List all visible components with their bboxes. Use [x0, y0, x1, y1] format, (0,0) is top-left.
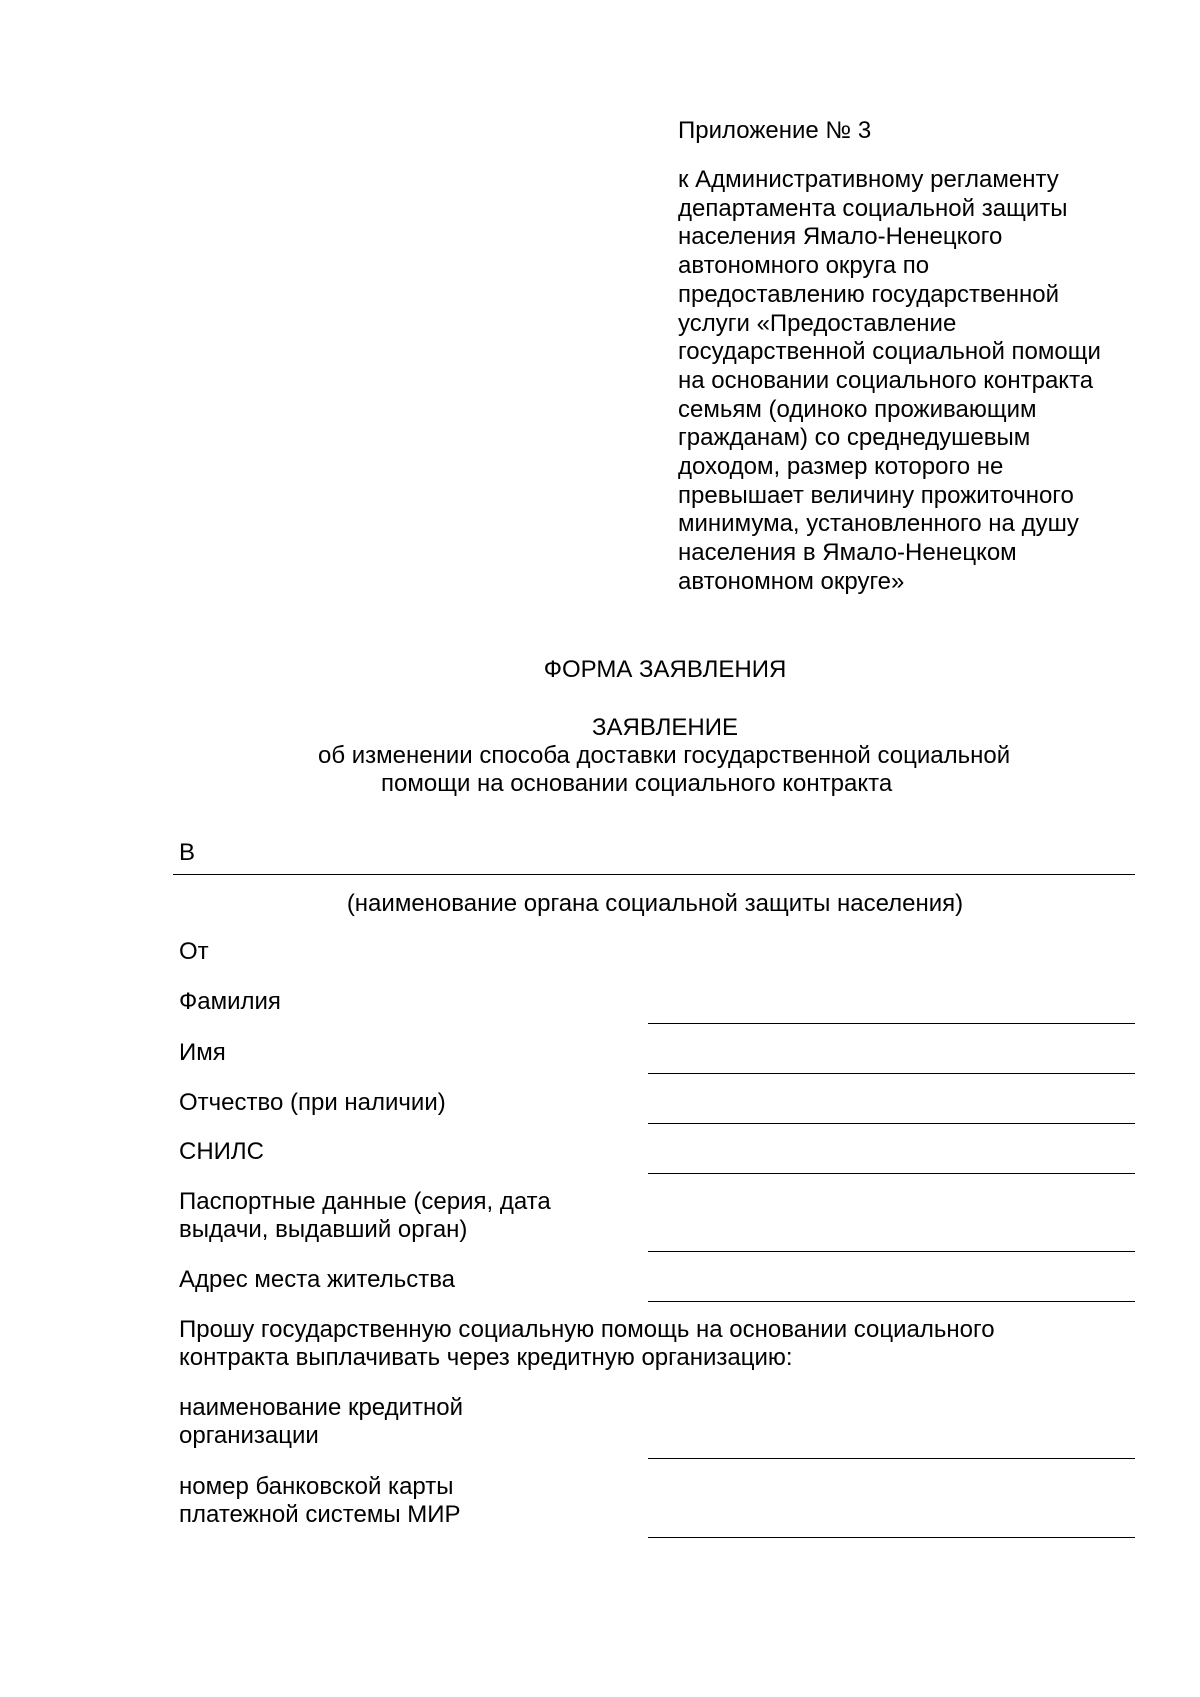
- snils-input-line[interactable]: [648, 1173, 1135, 1174]
- recipient-prefix: В: [179, 839, 196, 866]
- statement-title: ЗАЯВЛЕНИЕ: [592, 714, 738, 741]
- passport-label: Паспортные данные (серия, дата: [179, 1188, 551, 1215]
- appendix-line: предоставлению государственной: [678, 280, 1060, 308]
- appendix-reference: [678, 166, 1178, 597]
- surname-label: Фамилия: [179, 988, 281, 1015]
- name-input-line[interactable]: [648, 1073, 1135, 1074]
- recipient-input-line[interactable]: [173, 874, 1135, 875]
- appendix-number: Приложение № 3: [678, 117, 872, 144]
- bank-org-label: наименование кредитной: [179, 1394, 464, 1421]
- appendix-line: к Административному регламенту: [678, 166, 1059, 193]
- snils-label: СНИЛС: [179, 1138, 264, 1165]
- recipient-caption: (наименование органа социальной защиты населения): [346, 890, 964, 917]
- appendix-line: гражданам) со среднедушевым: [678, 424, 1031, 452]
- request-text: Прошу государственную социальную помощь на основании социального: [179, 1316, 995, 1343]
- appendix-line: минимума, установленного на душу: [678, 510, 1079, 538]
- from-label: От: [179, 938, 209, 965]
- request-text: контракта выплачивать через кредитную организацию:: [179, 1344, 793, 1371]
- statement-subtitle: об изменении способа доставки государственной социальной: [318, 742, 1011, 769]
- passport-label: выдачи, выдавший орган): [179, 1216, 468, 1243]
- name-label: Имя: [179, 1039, 226, 1066]
- bank-org-input-line[interactable]: [648, 1458, 1135, 1459]
- appendix-line: превышает величину прожиточного: [678, 481, 1074, 509]
- patronymic-label: Отчество (при наличии): [179, 1089, 446, 1116]
- appendix-line: департамента социальной защиты: [678, 194, 1068, 222]
- appendix-line: семьям (одиноко проживающим: [678, 395, 1037, 423]
- appendix-line: доходом, размер которого не: [678, 453, 1004, 481]
- appendix-line: государственной социальной помощи: [678, 338, 1101, 366]
- address-input-line[interactable]: [648, 1301, 1135, 1302]
- form-caption: ФОРМА ЗАЯВЛЕНИЯ: [543, 656, 787, 683]
- bank-card-input-line[interactable]: [648, 1537, 1135, 1538]
- appendix-line: населения в Ямало-Ненецком: [678, 539, 1017, 567]
- appendix-line: автономного округа по: [678, 252, 930, 280]
- bank-card-label: номер банковской карты: [179, 1473, 454, 1500]
- address-label: Адрес места жительства: [179, 1266, 456, 1293]
- patronymic-input-line[interactable]: [648, 1123, 1135, 1124]
- appendix-line: автономном округе»: [678, 567, 905, 595]
- appendix-line: услуги «Предоставление: [678, 309, 957, 337]
- surname-input-line[interactable]: [648, 1023, 1135, 1024]
- appendix-line: населения Ямало-Ненецкого: [678, 223, 1003, 251]
- appendix-line: на основании социального контракта: [678, 366, 1094, 394]
- statement-subtitle: помощи на основании социального контракта: [381, 770, 893, 797]
- bank-org-label: организации: [179, 1422, 319, 1449]
- bank-card-label: платежной системы МИР: [179, 1501, 461, 1528]
- passport-input-line[interactable]: [648, 1251, 1135, 1252]
